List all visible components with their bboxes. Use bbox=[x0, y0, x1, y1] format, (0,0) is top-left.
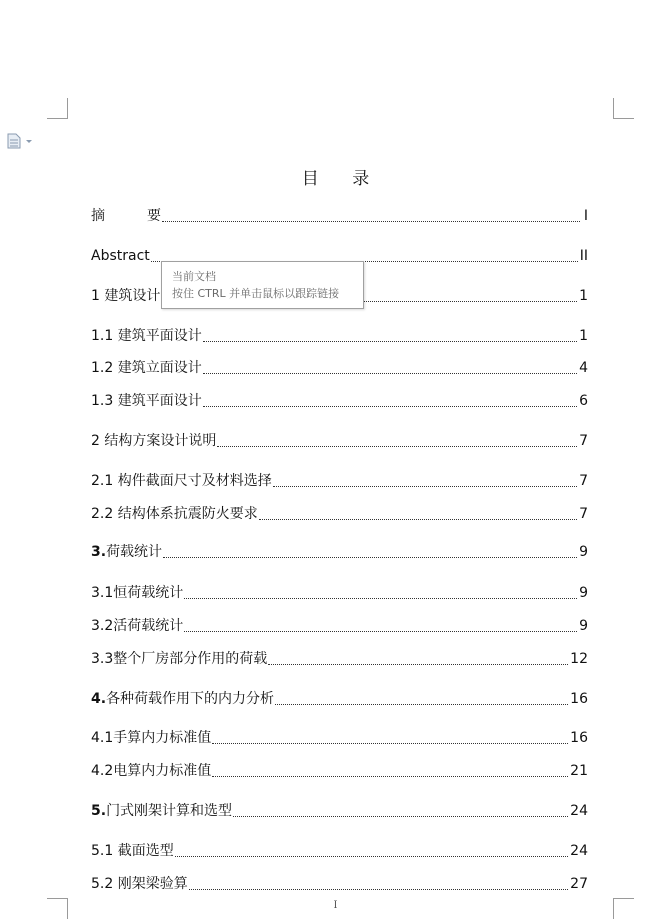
toc-entry-page: II bbox=[579, 248, 588, 264]
toc-entry-page: 16 bbox=[570, 691, 588, 707]
toc-entry-text: 2 结构方案设计说明 bbox=[91, 433, 217, 449]
toc-entry-page: 7 bbox=[579, 506, 588, 522]
toc-entry[interactable] bbox=[91, 727, 588, 749]
toc-entry-page: 9 bbox=[579, 544, 588, 560]
toc-entry-page: 27 bbox=[570, 876, 588, 892]
toc-entry-text: 3.2活荷载统计 bbox=[91, 618, 184, 634]
toc-leader-dots bbox=[203, 372, 577, 374]
toc-entry-text: 1.3 建筑平面设计 bbox=[91, 393, 202, 409]
toc-leader-dots bbox=[217, 445, 577, 447]
tooltip-line-2: 按住 CTRL 并单击鼠标以跟踪链接 bbox=[172, 287, 340, 300]
toc-entry[interactable] bbox=[91, 470, 588, 492]
toc-entry-page: 24 bbox=[570, 843, 588, 859]
toc-entry-text: 3.3整个厂房部分作用的荷载 bbox=[91, 651, 268, 667]
toc-entry-text: 4.2电算内力标准值 bbox=[91, 763, 212, 779]
toc-section-number: 5. bbox=[91, 803, 107, 819]
toc-entry-text: 3.1恒荷载统计 bbox=[91, 585, 184, 601]
toc-leader-dots bbox=[184, 630, 577, 632]
toc-entry-page: 12 bbox=[570, 651, 588, 667]
toc-entry[interactable] bbox=[91, 582, 588, 604]
toc-entry-text: 5.2 刚架梁验算 bbox=[91, 876, 188, 892]
toc-section-number: 3. bbox=[91, 544, 107, 560]
toc-entry-page: 9 bbox=[579, 618, 588, 634]
toc-leader-dots bbox=[162, 220, 580, 222]
toc-leader-dots bbox=[273, 485, 577, 487]
toc-leader-dots bbox=[203, 405, 577, 407]
crop-mark-top-right bbox=[613, 98, 634, 119]
document-options-icon[interactable] bbox=[6, 133, 36, 149]
toc-entry-text: 5.1 截面选型 bbox=[91, 843, 174, 859]
toc-title bbox=[0, 164, 671, 189]
toc-leader-dots bbox=[163, 556, 577, 558]
toc-entry-text: 5.门式刚架计算和选型 bbox=[91, 803, 233, 819]
toc-entry-page: I bbox=[583, 208, 588, 224]
toc-leader-dots bbox=[268, 663, 568, 665]
toc-leader-dots bbox=[184, 597, 577, 599]
tooltip-line-1: 当前文档 bbox=[172, 270, 216, 283]
toc-entry-text: 摘 要 bbox=[91, 208, 161, 224]
hyperlink-tooltip bbox=[161, 261, 364, 309]
toc-entry-text: 4.1手算内力标准值 bbox=[91, 730, 212, 746]
toc-leader-dots bbox=[275, 703, 568, 705]
toc-entry[interactable] bbox=[91, 430, 588, 452]
toc-leader-dots bbox=[212, 742, 568, 744]
toc-leader-dots bbox=[175, 855, 568, 857]
toc-entry[interactable] bbox=[91, 205, 588, 227]
toc-entry-page: 1 bbox=[579, 288, 588, 304]
toc-entry[interactable] bbox=[91, 688, 588, 710]
toc-entry[interactable] bbox=[91, 390, 588, 412]
toc-entry-page: 1 bbox=[579, 328, 588, 344]
toc-entry-page: 24 bbox=[570, 803, 588, 819]
toc-title-char-2: 录 bbox=[352, 169, 370, 189]
toc-leader-dots bbox=[203, 340, 577, 342]
toc-leader-dots bbox=[189, 888, 568, 890]
toc-entry[interactable] bbox=[91, 503, 588, 525]
toc-leader-dots bbox=[212, 775, 568, 777]
toc-title-char-1: 目 bbox=[301, 169, 319, 189]
toc-entry-text: 1 建筑设计 bbox=[91, 288, 161, 304]
toc-leader-dots bbox=[233, 815, 568, 817]
toc-entry[interactable] bbox=[91, 325, 588, 347]
toc-entry-text: 3.荷载统计 bbox=[91, 544, 163, 560]
toc-entry-text: 1.2 建筑立面设计 bbox=[91, 360, 202, 376]
toc-entry[interactable] bbox=[91, 648, 588, 670]
crop-mark-top-left bbox=[47, 98, 68, 119]
toc-entry-text: 1.1 建筑平面设计 bbox=[91, 328, 202, 344]
toc-section-number: 4. bbox=[91, 691, 107, 707]
toc-entry-page: 9 bbox=[579, 585, 588, 601]
toc-entry-text: 2.2 结构体系抗震防火要求 bbox=[91, 506, 258, 522]
toc-entry-page: 21 bbox=[570, 763, 588, 779]
toc-entry-page: 4 bbox=[579, 360, 588, 376]
toc-entry-page: 16 bbox=[570, 730, 588, 746]
toc-entry[interactable] bbox=[91, 840, 588, 862]
toc-leader-dots bbox=[259, 518, 577, 520]
toc-entry-text: 2.1 构件截面尺寸及材料选择 bbox=[91, 473, 272, 489]
page-number: I bbox=[333, 900, 338, 911]
toc-entry[interactable] bbox=[91, 873, 588, 895]
toc-entry[interactable] bbox=[91, 800, 588, 822]
toc-entry-text: 4.各种荷载作用下的内力分析 bbox=[91, 691, 275, 707]
toc-entry[interactable] bbox=[91, 615, 588, 637]
toc-entry-page: 6 bbox=[579, 393, 588, 409]
toc-entry[interactable] bbox=[91, 760, 588, 782]
toc-entry-page: 7 bbox=[579, 473, 588, 489]
toc-entry[interactable] bbox=[91, 357, 588, 379]
toc-entry-page: 7 bbox=[579, 433, 588, 449]
toc-entry[interactable] bbox=[91, 541, 588, 563]
toc-entry-text: Abstract bbox=[91, 248, 150, 264]
